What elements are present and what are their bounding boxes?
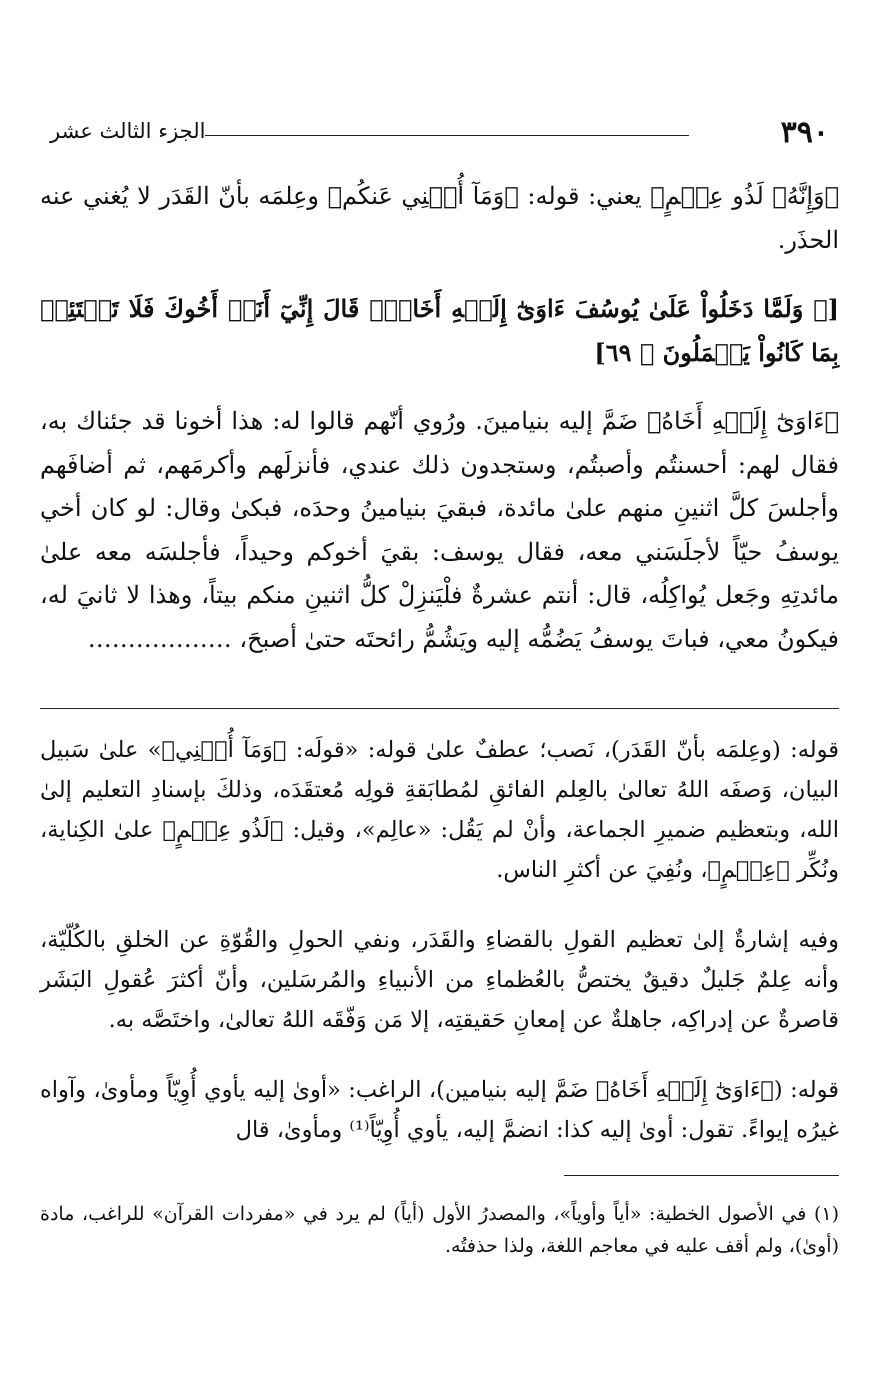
commentary-paragraph-1: قوله: (وعِلمَه بأنّ القَدَر)، نَصب؛ عطفٌ علىٰ قوله: «قولَه: ﴿وَمَآ أُغۡنِي﴾» علىٰ سَبيل البيان، وَصفَه اللهُ تعالىٰ بالعِلم الفائقِ لمُطابَقةِ قولِه مُعتقَدَه، وذلكَ بإسنادِ التعليم إلىٰ الله، وبتعظيم ضميرِ الجماعة، وأنْ لم يَقُل: «عالِم»، وقيل: ﴿لَذُو عِلۡمٍ﴾ علىٰ الكِناية، ونُكِّر ﴿عِلۡمٍ﴾، ونُفِيَ عن أكثرِ الناس. (40, 737, 839, 883)
commentary-paragraph-3: قوله: (﴿ءَاوَىٰٓ إِلَيۡهِ أَخَاهُ﴾ ضَمَّ إليه بنيامين)، الراغب: «أوىٰ إليه يأوي أُوِيّاً ومأوىٰ، وآواه غيرُه إيواءً. تقول: أوىٰ إليه كذا: انضمَّ إليه، يأوي أُوِيّاً⁽¹⁾ ومأوىٰ، قال (40, 1077, 839, 1143)
running-title: الجزء الثالث عشر (50, 119, 206, 143)
commentary-2 (40, 920, 839, 1040)
commentary-3 (40, 1070, 839, 1150)
header-rule (205, 135, 689, 136)
footnote-divider (564, 1175, 839, 1176)
footnote (40, 1198, 839, 1262)
verse-block (40, 287, 839, 374)
page-header (40, 115, 839, 155)
verse-commentary (40, 400, 839, 661)
commentary-1 (40, 730, 839, 890)
footnote-1: (١) في الأصول الخطية: «أياً وأوياً»، والمصدرُ الأول (أياً) لم يرد في «مفردات القرآن» للراغب، مادة (أوىٰ)، ولم أقف عليه في معاجم اللغة، ولذا حذفتُه. (40, 1203, 839, 1257)
commentary-divider (40, 708, 839, 709)
page-number: ٣٩٠ (780, 115, 829, 150)
main-paragraph-2: [﴿ وَلَمَّا دَخَلُواْ عَلَىٰ يُوسُفَ ءَاوَىٰٓ إِلَيۡهِ أَخَاهُۖ قَالَ إِنِّيٓ أَنَا۠ أَخُوكَ فَلَا تَبۡتَئِسۡ بِمَا كَانُواْ يَعۡمَلُونَ ﴾ ٦٩] (40, 294, 839, 367)
main-paragraph-1: ﴿وَإِنَّهُۥ لَذُو عِلۡمٍ﴾ يعني: قوله: ﴿وَمَآ أُغۡنِي عَنكُم﴾ وعِلمَه بأنّ القَدَر لا يُغني عنه الحذَر. (40, 182, 839, 254)
main-text (40, 175, 839, 262)
main-paragraph-3: ﴿ءَاوَىٰٓ إِلَيۡهِ أَخَاهُ﴾ ضَمَّ إليه بنيامينَ. ورُوي أنّهم قالوا له: هذا أخونا قد جئناك به، فقال لهم: أحسنتُم وأصبتُم، وستجدون ذلك عندي، فأنزلَهم وأكرمَهم، ثم أضافَهم وأجلسَ كلَّ اثنينِ منهم علىٰ مائدة، فبقيَ بنيامينُ وحدَه، فبكىٰ وقال: لو كان أخي يوسفُ حيّاً لأجلَسَني معه، فقال يوسف: بقيَ أخوكم وحيداً، فأجلسَه معه علىٰ مائدتِهِ وجَعل يُواكِلُه، قال: أنتم عشرةٌ فلْيَنزِلْ كلُّ اثنينِ منكم بيتاً، وهذا لا ثانيَ له، فيكونُ معي، فباتَ يوسفُ يَضُمُّه إليه ويَشُمُّ رائحتَه حتىٰ أصبحَ، ……………… (40, 407, 839, 653)
commentary-paragraph-2: وفيه إشارةٌ إلىٰ تعظيم القولِ بالقضاءِ والقَدَر، ونفي الحولِ والقُوّةِ عن الخلقِ بالكُلّيّة، وأنه عِلمٌ جَليلٌ دقيقٌ يختصُّ بالعُظماءِ من الأنبياءِ والمُرسَلين، وأنّ أكثرَ عُقولِ البَشَر قاصرةٌ عن إدراكِه، جاهلةٌ عن إمعانِ حَقيقتِه، إلا مَن وَفّقَه اللهُ تعالىٰ، واختَصَّه به. (40, 927, 839, 1033)
